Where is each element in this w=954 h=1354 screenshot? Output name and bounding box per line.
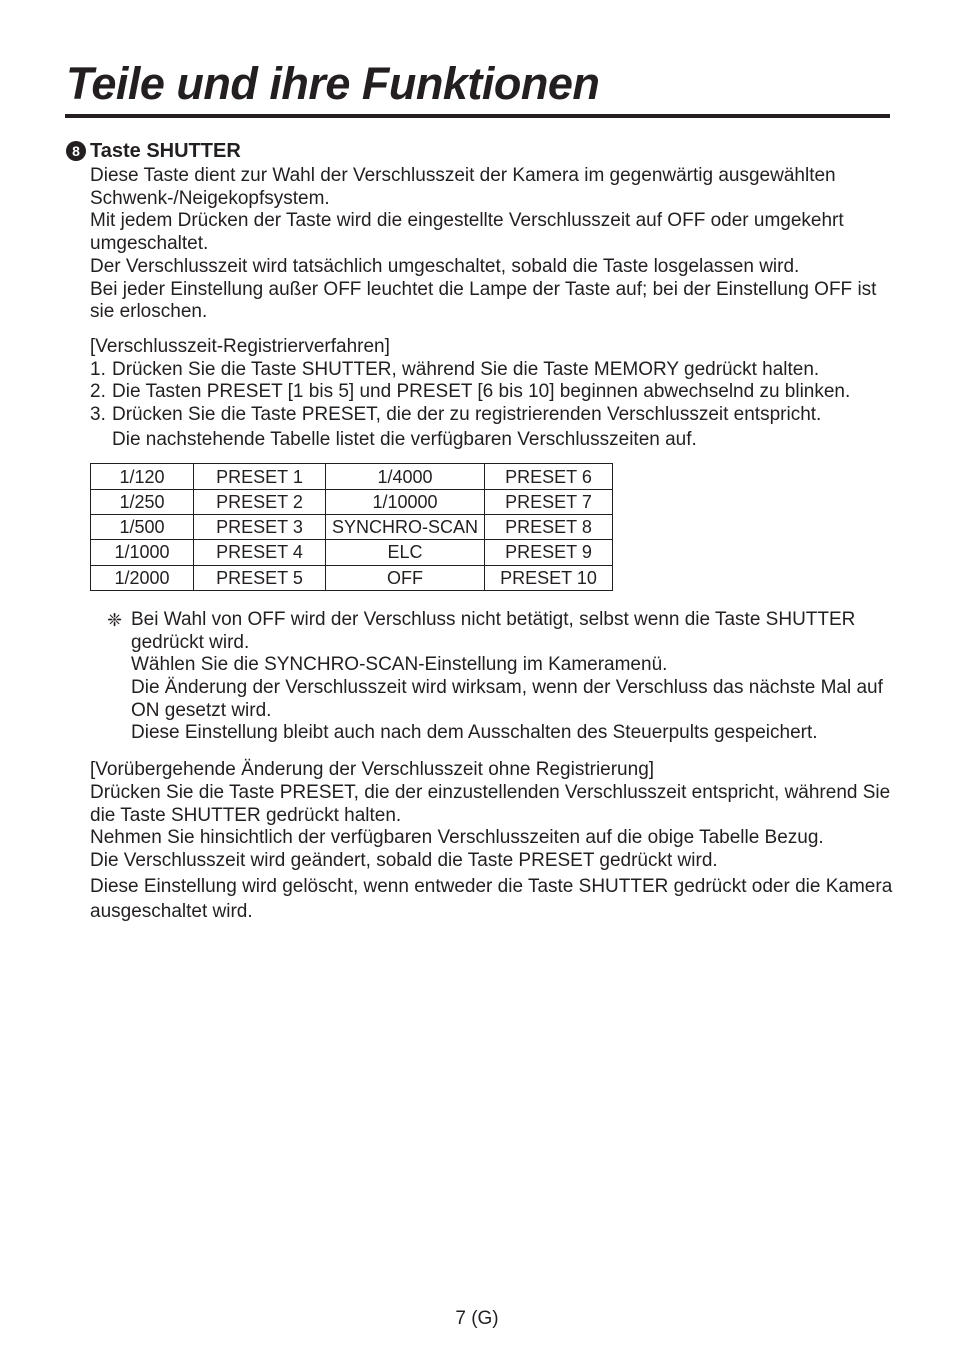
procedure-title: [Verschlusszeit-Registrierverfahren] <box>90 335 390 357</box>
table-cell: OFF <box>326 565 485 590</box>
intro-paragraph: Diese Taste dient zur Wahl der Verschlusszeit der Kamera im gegenwärtig ausgewählten Schwenk-/Neigekopfsystem. <box>90 165 836 209</box>
section-heading-text: Taste SHUTTER <box>90 140 241 162</box>
asterisk-icon: ❈ <box>107 609 123 630</box>
temp-title: [Vorübergehende Änderung der Verschlusszeit ohne Registrierung] <box>90 759 655 781</box>
table-cell: PRESET 9 <box>485 540 613 565</box>
number-badge-icon: 8 <box>66 141 86 161</box>
table-cell: PRESET 5 <box>194 565 326 590</box>
table-intro: Die nachstehende Tabelle listet die verfügbaren Verschlusszeiten auf. <box>112 428 697 450</box>
step-text: Die Tasten PRESET [1 bis 5] und PRESET [6 bis 10] beginnen abwechselnd zu blinken. <box>112 381 851 403</box>
list-item <box>90 381 896 404</box>
table-cell: 1/4000 <box>326 464 485 489</box>
section-heading <box>66 138 896 164</box>
step-text: Drücken Sie die Taste SHUTTER, während Sie die Taste MEMORY gedrückt halten. <box>112 358 820 380</box>
intro-paragraph: Der Verschlusszeit wird tatsächlich umgeschaltet, sobald die Taste losgelassen wird. <box>90 255 800 277</box>
table-cell: PRESET 1 <box>194 464 326 489</box>
notes <box>107 609 896 745</box>
table-cell: PRESET 4 <box>194 540 326 565</box>
temp-text: Drücken Sie die Taste PRESET, die der einzustellenden Verschlusszeit entspricht, während Sie die Taste SHUTTER gedrückt halten. <box>90 781 891 826</box>
table-row <box>91 565 613 590</box>
note-text: Die Änderung der Verschlusszeit wird wirksam, wenn der Verschluss das nächste Mal auf ON gesetzt wird. <box>131 677 883 721</box>
step-text: Drücken Sie die Taste PRESET, die der zu registrierenden Verschlusszeit entspricht. <box>112 404 822 426</box>
table-cell: PRESET 8 <box>485 515 613 540</box>
step-number: 2. <box>90 381 106 403</box>
table-cell: PRESET 3 <box>194 515 326 540</box>
shutter-table <box>90 463 613 590</box>
table-cell: 1/10000 <box>326 489 485 514</box>
temp-text: Diese Einstellung wird gelöscht, wenn entweder die Taste SHUTTER gedrückt oder die Kamera ausgeschaltet wird. <box>90 875 893 922</box>
procedure-steps <box>90 359 896 427</box>
table-row <box>91 464 613 489</box>
note-text: Bei Wahl von OFF wird der Verschluss nicht betätigt, selbst wenn die Taste SHUTTER gedrückt wird. <box>131 608 856 653</box>
table-cell: 1/2000 <box>91 565 194 590</box>
table-cell: PRESET 2 <box>194 489 326 514</box>
note-text: Wählen Sie die SYNCHRO-SCAN-Einstellung im Kameramenü. <box>131 654 668 676</box>
table-cell: ELC <box>326 540 485 565</box>
step-number: 1. <box>90 358 106 380</box>
temp-text: Die Verschlusszeit wird geändert, sobald die Taste PRESET gedrückt wird. <box>90 849 718 871</box>
section-body <box>90 165 896 924</box>
table-cell: PRESET 7 <box>485 489 613 514</box>
table-cell: SYNCHRO-SCAN <box>326 515 485 540</box>
table-cell: 1/120 <box>91 464 194 489</box>
page-number: 7 (G) <box>455 1308 499 1329</box>
page-title: Teile und ihre Funktionen <box>66 58 600 109</box>
intro-paragraph: Bei jeder Einstellung außer OFF leuchtet die Lampe der Taste auf; bei der Einstellung OFF ist sie erloschen. <box>90 278 877 323</box>
list-item <box>90 359 896 382</box>
table-cell: PRESET 6 <box>485 464 613 489</box>
table-cell: 1/500 <box>91 515 194 540</box>
shutter-section <box>66 138 896 924</box>
note-text: Diese Einstellung bleibt auch nach dem Ausschalten des Steuerpults gespeichert. <box>131 722 818 744</box>
list-item <box>90 404 896 427</box>
table-cell: 1/1000 <box>91 540 194 565</box>
temp-text: Nehmen Sie hinsichtlich der verfügbaren Verschlusszeiten auf die obige Tabelle Bezug. <box>90 827 824 849</box>
intro-paragraph: Mit jedem Drücken der Taste wird die eingestellte Verschlusszeit auf OFF oder umgekehrt umgeschaltet. <box>90 210 844 255</box>
table-cell: PRESET 10 <box>485 565 613 590</box>
table-row <box>91 540 613 565</box>
table-row <box>91 489 613 514</box>
table-row <box>91 515 613 540</box>
table-cell: 1/250 <box>91 489 194 514</box>
title-rule <box>65 114 890 118</box>
step-number: 3. <box>90 404 106 426</box>
